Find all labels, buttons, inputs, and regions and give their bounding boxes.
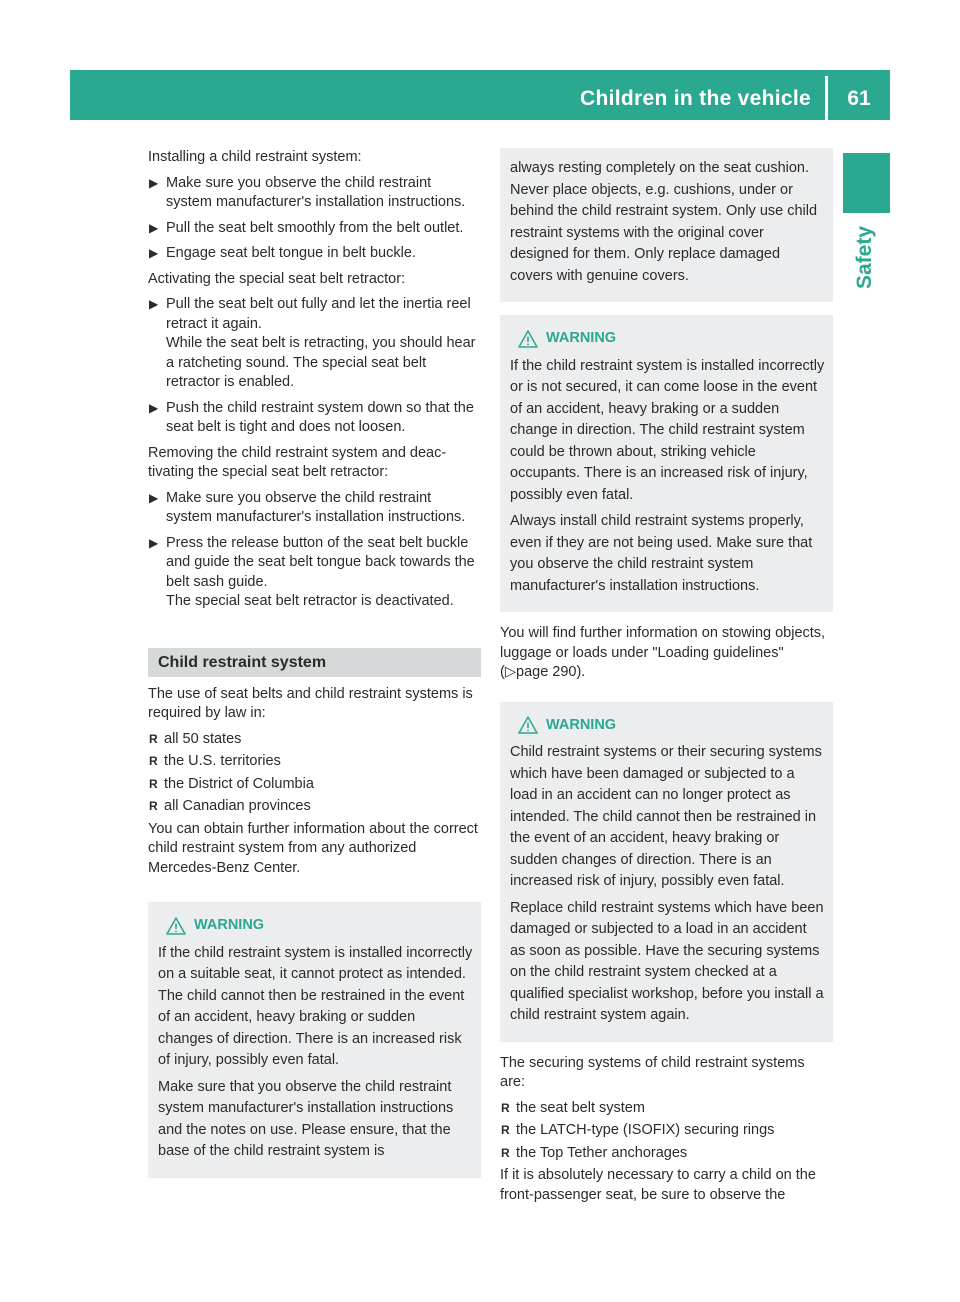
step-result: While the seat belt is retracting, you should hear a ratcheting sound. The special seat belt retractor is enabled. [166,335,476,390]
step-arrow-icon: ▶ [149,220,159,235]
list-item: R the U.S. territories [148,752,481,772]
warning-box [500,315,833,612]
step-item: ▶ Pull the seat belt out fully and let the inertia reel retract it again. While the seat belt is retracting, you should hear a ratcheting sound. The special seat belt retractor is enabled. [149,296,476,390]
warning-text: If the child restraint system is installed incorrectly on a suitable seat, it cannot protect as intended. The child cannot then be restrained in the event of an accident, heavy braking or sudden changes of direction. There is an increased risk of injury, possibly even fatal. [158,944,473,1068]
list-item: R the seat belt system [500,1099,833,1119]
step-item: ▶ Engage seat belt tongue in belt buckle. [148,244,481,264]
warning-box-continued [500,148,833,302]
law-intro: The use of seat belts and child restraint systems is required by law in: [148,685,473,721]
warning-text: Always install child restraint systems properly, even if they are not being used. Make sure that you observe the child restraint system manufacturer's installation instructions. [510,513,813,594]
list-item: R all 50 states [148,730,481,750]
step-item: ▶ Press the release button of the seat belt buckle and guide the seat belt tongue back towards the belt sash guide. The special seat belt retractor is deactivated. [149,534,475,609]
closing-text: If it is absolutely necessary to carry a child on the front-passenger seat, be sure to observe the [500,1167,816,1203]
bullet-icon: R [501,1100,510,1115]
further-info: You can obtain further information about the correct child restraint system from any authorized Mercedes-Benz Center. [148,820,478,876]
warning-text: always resting completely on the seat cushion. Never place objects, e.g. cushions, under or behind the child restraint system. Only use child restraint systems with the original cover designed for them. Only replace damaged covers with genuine covers. [510,160,818,284]
warning-heading: WARNING [510,328,825,350]
securing-intro: The securing systems of child restraint systems are: [500,1054,805,1090]
bullet-icon: R [501,1145,510,1160]
list-item: R the Top Tether anchorages [500,1144,833,1164]
bullet-icon: R [149,731,158,746]
warning-triangle-icon [166,917,194,935]
step-item: ▶ Push the child restraint system down so that the seat belt is tight and does not loosen. [149,399,474,435]
list-item: R the LATCH-type (ISOFIX) securing rings [500,1121,833,1141]
step-item: ▶ Pull the seat belt smoothly from the belt outlet. [148,219,481,239]
warning-heading: WARNING [158,915,473,937]
stowing-reference: You will find further information on stowing objects, luggage or loads under "Loading guidelines" (▷page 290). [500,625,826,680]
step-arrow-icon: ▶ [149,246,159,260]
bullet-icon: R [149,754,158,768]
section-heading: Child restraint system [148,648,481,677]
bullet-icon: R [149,799,158,813]
warning-text: Child restraint systems or their securing systems which have been damaged or subjected to a load in an accident can no longer protect as intended. The child cannot then be restrained in the event of an accident, heavy braking or sudden changes of direction. There is an increased risk of injury, possibly even fatal. [510,744,822,889]
left-column [148,148,481,1178]
list-item: R all Canadian provinces [148,797,481,817]
step-item: ▶ Make sure you observe the child restraint system manufacturer's installation instructions. [149,489,466,525]
warning-text: Replace child restraint systems which have been damaged or subjected to a load in an accident as soon as possible. Have the securing systems on the child restraint system checked at a qualified specialist workshop, before you install a child restraint system again. [510,899,824,1023]
installing-intro: Installing a child restraint system: [148,149,362,165]
step-arrow-icon: ▶ [149,175,159,190]
page-title: Children in the vehicle [580,87,811,110]
step-item: ▶ Make sure you observe the child restraint system manufacturer's installation instructions. [149,174,466,210]
removing-intro: Removing the child restraint system and deactivating the special seat belt retractor: [148,444,447,480]
step-arrow-icon: ▶ [149,400,159,415]
page-reference-link: page 290). [516,664,586,680]
step-arrow-icon: ▶ [149,490,159,505]
bullet-icon: R [501,1123,510,1137]
warning-text: Make sure that you observe the child restraint system manufacturer's installation instructions and the notes on use. Please ensure, that the base of the child restraint system is [158,1078,454,1159]
section-tab-label: Safety [853,226,876,290]
list-item: R the District of Columbia [148,775,481,795]
warning-triangle-icon [518,330,546,348]
warning-triangle-icon [518,716,546,734]
warning-text: If the child restraint system is installed incorrectly or is not secured, it can come loose in the event of an accident, heavy braking or a sudden change in direction. The child restraint system could be thrown about, striking vehicle occupants. There is an increased risk of injury, possibly even fatal. [510,357,825,503]
warning-heading: WARNING [510,715,825,737]
right-column [500,148,833,1211]
bullet-icon: R [149,776,158,791]
header-bar [70,70,890,120]
section-tab-marker [843,153,890,213]
page-ref-arrow-icon: ▷ [504,664,516,680]
activating-intro: Activating the special seat belt retractor: [148,270,406,287]
warning-box [500,702,833,1042]
step-arrow-icon: ▶ [149,535,159,550]
step-result: The special seat belt retractor is deactivated. [166,593,454,609]
page-number: 61 [847,87,871,110]
warning-box [148,902,481,1178]
step-arrow-icon: ▶ [149,297,159,311]
